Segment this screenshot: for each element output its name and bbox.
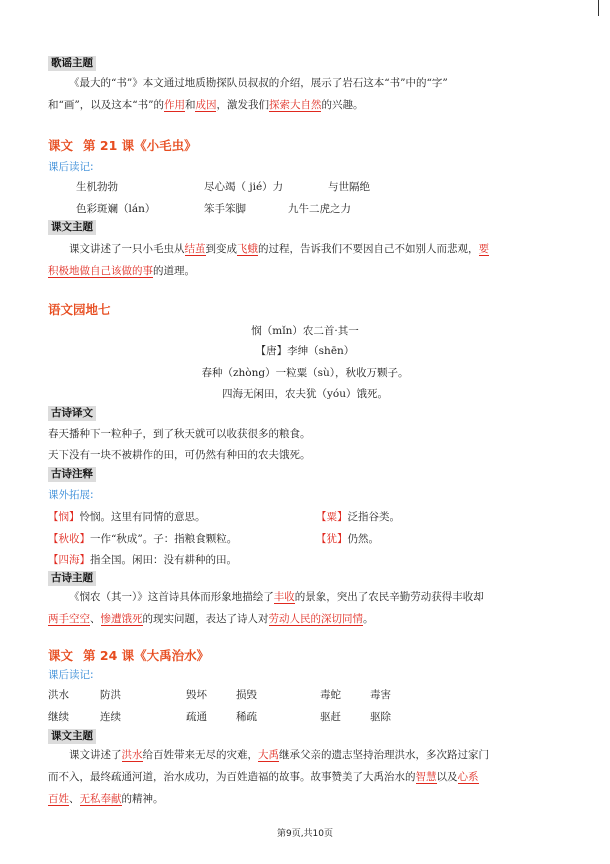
theme-text: 《悯农（其一）》这首诗具体而形象地描绘了 xyxy=(69,591,274,603)
song-text: 和 xyxy=(184,99,196,111)
theme-text: 。 xyxy=(363,613,374,625)
word-cell: 生机勃勃 xyxy=(76,181,118,193)
highlight-starve: 惨遭饿死 xyxy=(100,613,143,625)
word-cell: 防洪 xyxy=(100,689,121,701)
note-text: 怜悯。这里有同情的意思。 xyxy=(79,511,206,523)
song-line-1: 《最大的“书”》本文通过地质勘探队员叔叔的介绍，展示了岩石这本“书”中的“字” xyxy=(69,77,448,89)
note-text: 泛指谷类。 xyxy=(347,511,400,523)
word-cell: 疏通 xyxy=(186,711,207,723)
note-text: 仍然。 xyxy=(347,533,379,545)
highlight-harvest: 丰收 xyxy=(273,591,295,603)
song-line-2 xyxy=(48,94,568,116)
theme-text: 的精神。 xyxy=(121,793,164,805)
lesson24-line-2 xyxy=(48,766,568,788)
note-text: 指全国。闲田：没有耕种的田。 xyxy=(90,554,237,566)
lesson24-theme-paragraph xyxy=(48,744,568,810)
poem-title: 悯（mǐn）农二首·其一 xyxy=(251,325,359,337)
highlight-care: 心系 xyxy=(457,771,479,783)
theme-text: 、 xyxy=(69,793,80,805)
lesson24-heading xyxy=(48,648,209,664)
lesson24-title: 第 24 课《大禹治水》 xyxy=(83,648,210,663)
word-cell: 继续 xyxy=(48,711,69,723)
highlight-sympathy: 劳动人民的深切同情 xyxy=(268,613,363,625)
word-cell: 毒蛇 xyxy=(320,689,341,701)
lesson24-theme-label: 课文主题 xyxy=(48,729,96,744)
song-text: 的兴趣。 xyxy=(321,99,364,111)
word-cell: 九牛二虎之力 xyxy=(288,203,351,215)
word-cell: 驱除 xyxy=(370,711,391,723)
song-theme-paragraph xyxy=(48,72,568,116)
theme-text: 继承父亲的遗志坚持治理洪水，多次路过家门 xyxy=(279,749,489,761)
lesson21-theme-label: 课文主题 xyxy=(48,220,96,235)
song-theme-label: 歌谣主题 xyxy=(48,56,96,71)
lesson21-theme-paragraph xyxy=(48,238,568,282)
lesson21-title: 第 21 课《小毛虫》 xyxy=(83,138,197,153)
lesson21-heading xyxy=(48,138,197,154)
poem-author: 【唐】李绅（shēn） xyxy=(255,345,355,357)
poem-line-2: 四海无闲田，农夫犹（yóu）饿死。 xyxy=(221,388,388,400)
theme-text: 给百姓带来无尽的灾难， xyxy=(142,749,258,761)
highlight-moth: 飞蛾 xyxy=(237,243,258,255)
note-key: 【秋收】 xyxy=(48,533,90,545)
theme-text: 的道理。 xyxy=(153,265,195,277)
theme-text: 以及 xyxy=(436,771,458,783)
theme-text: 到变成 xyxy=(205,243,237,255)
highlight-dayu: 大禹 xyxy=(258,749,279,761)
word-cell: 损毁 xyxy=(236,689,257,701)
translation-line-1: 春天播种下一粒种子，到了秋天就可以收获很多的粮食。 xyxy=(48,428,311,440)
note-item xyxy=(48,532,237,546)
theme-text: 课文讲述了 xyxy=(69,749,122,761)
word-cell: 毒害 xyxy=(370,689,391,701)
lesson21-line-2 xyxy=(48,260,568,282)
lesson24-after-reading: 课后读记: xyxy=(48,669,94,681)
song-text: 和“画”，以及这本“书”的 xyxy=(48,99,164,111)
lesson-prefix: 课文 xyxy=(48,138,74,153)
word-cell: 尽心竭（ jié）力 xyxy=(204,181,284,193)
lesson24-line-3 xyxy=(48,788,568,810)
note-item xyxy=(316,532,379,546)
highlight-flood: 洪水 xyxy=(121,749,143,761)
poem-theme-label: 古诗主题 xyxy=(48,571,96,586)
highlight-origin: 成因 xyxy=(195,99,217,111)
highlight-people: 百姓 xyxy=(48,793,69,805)
highlight-wisdom: 智慧 xyxy=(415,771,437,783)
highlight-cocoon: 结茧 xyxy=(184,243,206,255)
theme-text: 而不入，最终疏通河道，治水成功，为百姓造福的故事。故事赞美了大禹治水的 xyxy=(48,771,416,783)
word-cell: 色彩斑斓（lán） xyxy=(76,203,156,215)
word-cell: 稀疏 xyxy=(236,711,257,723)
theme-text: 的景象，突出了农民辛勤劳动获得丰收却 xyxy=(294,591,484,603)
poem-translation-label: 古诗译文 xyxy=(48,406,96,421)
note-key: 【悯】 xyxy=(48,511,80,523)
poem-theme-line-2 xyxy=(48,608,568,630)
theme-text: 、 xyxy=(90,613,101,625)
song-text: ，激发我们 xyxy=(216,99,269,111)
highlight-role: 作用 xyxy=(163,99,185,111)
word-cell: 毁坏 xyxy=(186,689,207,701)
poem-theme-line-1 xyxy=(48,586,568,608)
theme-text: 的现实问题，表达了诗人对 xyxy=(142,613,269,625)
word-cell: 笨手笨脚 xyxy=(204,203,246,215)
note-key: 【犹】 xyxy=(316,533,348,545)
note-item xyxy=(316,510,400,524)
note-text: 一作“秋成”。子：指粮食颗粒。 xyxy=(90,533,238,545)
highlight-positive: 积极地做自己该做的事 xyxy=(48,265,153,277)
highlight-empty-hands: 两手空空 xyxy=(48,613,90,625)
garden7-heading: 语文园地七 xyxy=(48,302,111,317)
translation-line-2: 天下没有一块不被耕作的田，可仍然有种田的农夫饿死。 xyxy=(48,449,311,461)
word-cell: 驱赶 xyxy=(320,711,341,723)
word-cell: 与世隔绝 xyxy=(328,181,370,193)
page-number: 第9页,共10页 xyxy=(276,829,334,839)
note-key: 【粟】 xyxy=(316,511,348,523)
word-cell: 连续 xyxy=(100,711,121,723)
highlight-should: 要 xyxy=(478,243,489,255)
highlight-explore: 探索大自然 xyxy=(268,99,322,111)
extension-label: 课外拓展: xyxy=(48,489,94,501)
poem-line-1: 春种（zhòng）一粒粟（sù），秋收万颗子。 xyxy=(201,367,409,379)
theme-text: 的过程，告诉我们不要因自己不如别人而悲观， xyxy=(258,243,479,255)
page-edge-line xyxy=(598,0,599,16)
poem-theme-paragraph xyxy=(48,586,568,630)
lesson21-after-reading: 课后读记: xyxy=(48,161,94,173)
poem-notes-label: 古诗注释 xyxy=(48,467,96,482)
note-item xyxy=(48,510,206,524)
lesson24-line-1 xyxy=(48,744,568,766)
lesson-prefix: 课文 xyxy=(48,648,74,663)
note-item xyxy=(48,553,237,567)
word-cell: 洪水 xyxy=(48,689,69,701)
lesson21-line-1 xyxy=(48,238,568,260)
highlight-selfless: 无私奉献 xyxy=(79,793,122,805)
note-key: 【四海】 xyxy=(48,554,90,566)
theme-text: 课文讲述了一只小毛虫从 xyxy=(69,243,185,255)
